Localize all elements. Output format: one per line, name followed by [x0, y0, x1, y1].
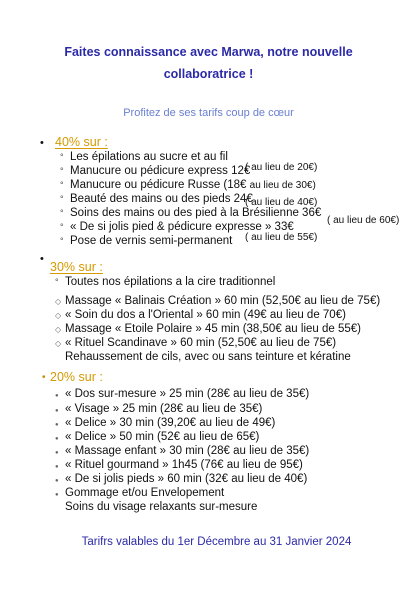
list-item: ° Les épilations au sucre et au fil [60, 151, 228, 163]
list-item: Rehaussement de cils, avec ou sans teinture et kératine [65, 351, 351, 363]
list-item: ◇ Massage « Balinais Création » 60 min (52,50€ au lieu de 75€) [55, 295, 381, 307]
list-item: Soins du visage relaxants sur-mesure [65, 501, 258, 513]
diamond-bullet-icon: ◇ [55, 297, 62, 306]
circle-bullet-icon: ° [60, 236, 64, 246]
circle-bullet-icon: ° [60, 166, 64, 176]
dot-bullet-icon: ● [55, 393, 59, 399]
list-item: ● « De si jolis pieds » 60 min (32€ au lieu de 40€) [55, 473, 308, 485]
dot-bullet-icon: ● [55, 464, 59, 470]
title-line-2: collaboratrice ! [163, 67, 254, 81]
circle-bullet-icon: ° [60, 208, 64, 218]
list-item: ° Manucure ou pédicure Russe (18€ au lieu de 30€) [60, 179, 316, 191]
dot-bullet-icon: ● [55, 450, 59, 456]
list-item: ● « Delice » 30 min (39,20€ au lieu de 49€) [55, 417, 276, 429]
list-item: ◇ « Soin du dos a l'Oriental » 60 min (49€ au lieu de 70€) [55, 309, 346, 321]
list-item: ° Pose de vernis semi-permanent [60, 235, 233, 247]
list-item: ° Toutes nos épilations a la cire traditionnel [55, 276, 276, 288]
subtitle: Profitez de ses tarifs coup de cœur [123, 107, 294, 119]
price-note: ( au lieu de 60€) [327, 215, 400, 226]
section-bullet-icon: • [40, 253, 44, 265]
list-item: ◇ Massage « Etoile Polaire » 45 min (38,50€ au lieu de 55€) [55, 323, 361, 335]
list-item: ° Soins des mains ou des pied à la Brésilienne 36€ [60, 207, 322, 219]
diamond-bullet-icon: ◇ [55, 325, 62, 334]
section-bullet-icon: • [40, 137, 44, 149]
title-line-1: Faites connaissance avec Marwa, notre nouvelle [64, 45, 353, 59]
section-40-heading: 40% sur : [55, 135, 108, 149]
dot-bullet-icon: ● [55, 422, 59, 428]
circle-bullet-icon: ° [60, 180, 64, 190]
dot-bullet-icon: ● [55, 492, 59, 498]
section-30-heading: 30% sur : [50, 260, 103, 274]
diamond-bullet-icon: ◇ [55, 311, 62, 320]
list-item: ● « Massage enfant » 30 min (28€ au lieu de 35€) [55, 445, 310, 457]
section-bullet-icon: • [42, 372, 46, 383]
list-item: ● « Delice » 50 min (52€ au lieu de 65€) [55, 431, 260, 443]
validity-footer: Tarifrs valables du 1er Décembre au 31 Janvier 2024 [81, 536, 352, 548]
price-note: ( au lieu de 20€) [245, 162, 318, 173]
dot-bullet-icon: ● [55, 436, 59, 442]
circle-bullet-icon: ° [60, 222, 64, 232]
dot-bullet-icon: ● [55, 408, 59, 414]
list-item: ● « Dos sur-mesure » 25 min (28€ au lieu de 35€) [55, 388, 310, 400]
circle-bullet-icon: ° [60, 152, 64, 162]
list-item: ● Gommage et/ou Envelopement [55, 487, 225, 499]
diamond-bullet-icon: ◇ [55, 339, 62, 348]
circle-bullet-icon: ° [55, 277, 59, 287]
list-item: ° Beauté des mains ou des pieds 24€ [60, 193, 253, 205]
price-note: ( au lieu de 55€) [245, 232, 318, 243]
section-20-heading: 20% sur : [50, 370, 103, 384]
list-item: ◇ « Rituel Scandinave » 60 min (52,50€ au lieu de 75€) [55, 337, 337, 349]
list-item: ● « Rituel gourmand » 1h45 (76€ au lieu de 95€) [55, 459, 303, 471]
list-item: ° Manucure ou pédicure express 12€ [60, 165, 251, 177]
list-item: ● « Visage » 25 min (28€ au lieu de 35€) [55, 403, 263, 415]
circle-bullet-icon: ° [60, 194, 64, 204]
price-note: ( au lieu de 40€) [245, 197, 318, 208]
list-item: ° « De si jolis pied & pédicure expresse » 33€ [60, 221, 294, 233]
dot-bullet-icon: ● [55, 478, 59, 484]
